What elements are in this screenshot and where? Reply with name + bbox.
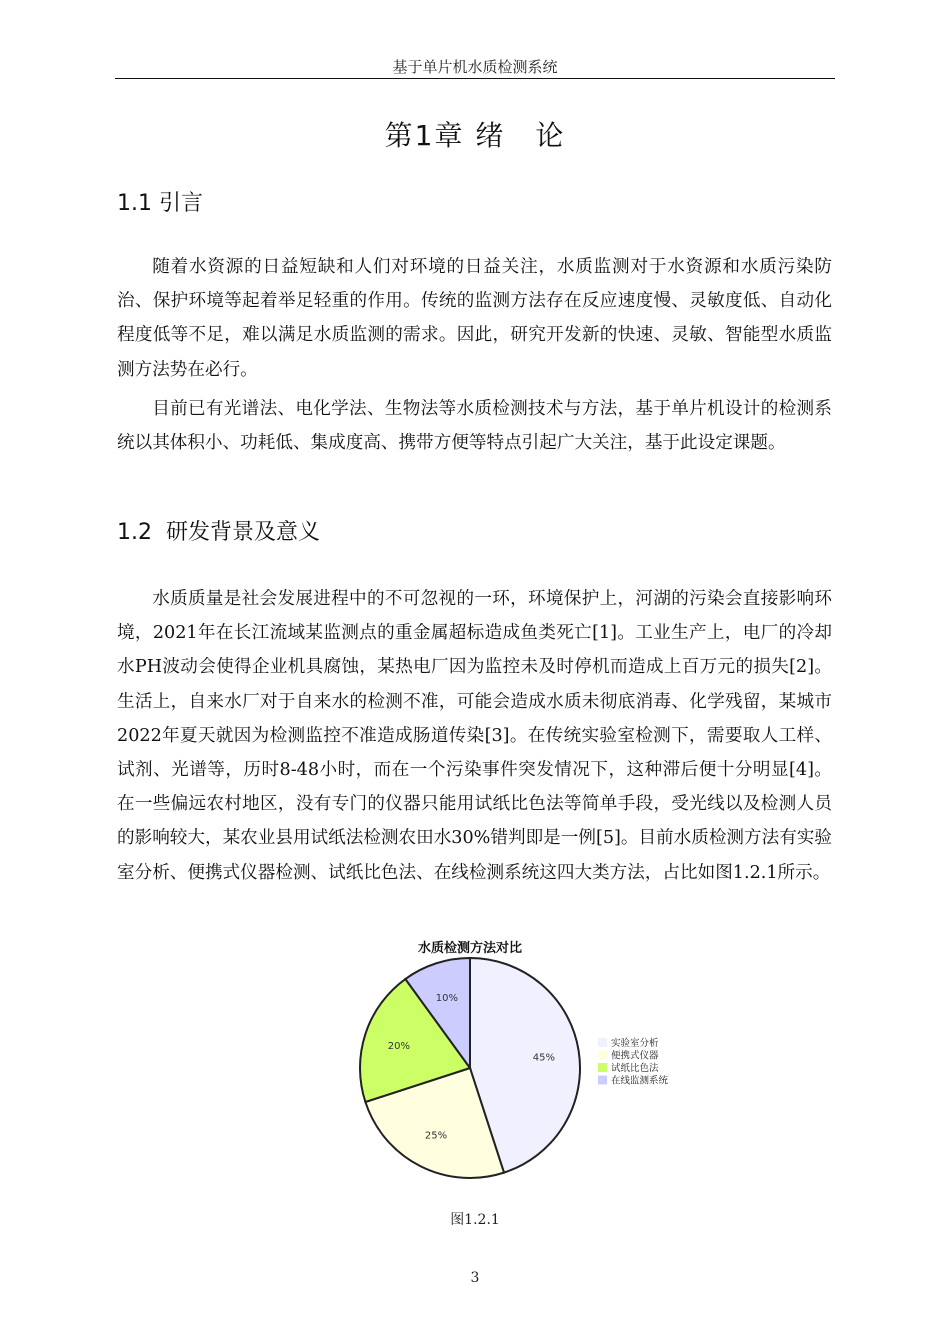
chart-title: 水质检测方法对比 [417, 941, 523, 956]
pie-slice-label: 45% [532, 1052, 555, 1064]
running-header: 基于单片机水质检测系统 [392, 58, 558, 76]
paragraph: 水质质量是社会发展进程中的不可忽视的一环，环境保护上，河湖的污染会直接影响环境，2021年在长江流域某监测点的重金属超标造成鱼类死亡[1]。工业生产上，电厂的冷却水PH波动会使得企业机具腐蚀，某热电厂因为监控未及时停机而造成上百万元的损失[2]。生活上，自来水厂对于自来水的检测不准，可能会造成水质未彻底消毒、化学残留，某城市2022年夏天就因为检测监控不准造成肠道传染[3]。在传统实验室检测下，需要取人工样、试剂、光谱等，历时8-48小时，而在一个污染事件突发情况下，这种滞后便十分明显[4]。在一些偏远农村地区，没有专门的仪器只能用试纸比色法等简单手段，受光线以及检测人员的影响较大，某农业县用试纸法检测农田水30%错判即是一例[5]。目前水质检测方法有实验室分析、便携式仪器检测、试纸比色法、在线检测系统这四大类方法，占比如图1.2.1所示。 [117, 589, 832, 883]
pie-slice-label: 25% [424, 1130, 448, 1142]
section-heading-1-2: 1.2 研发背景及意义 [117, 520, 320, 545]
paragraph: 随着水资源的日益短缺和人们对环境的日益关注，水质监测对于水资源和水质污染防治、保护环境等起着举足轻重的作用。传统的监测方法存在反应速度慢、灵敏度低、自动化程度低等不足，难以满足水质监测的需求。因此，研究开发新的快速、灵敏、智能型水质监测方法势在必行。 [117, 257, 832, 380]
legend-entry: 在线监测系统 [611, 1075, 669, 1087]
legend-entry: 试纸比色法 [611, 1063, 659, 1074]
pie-slice-label: 20% [387, 1040, 410, 1052]
figure-caption: 图1.2.1 [450, 1212, 500, 1228]
pie-slice-label: 10% [435, 992, 459, 1004]
legend-swatch [598, 1051, 607, 1060]
chapter-title: 第1章 绪 论 [384, 119, 566, 152]
legend-entry: 便携式仪器 [611, 1050, 659, 1062]
legend-swatch [598, 1063, 607, 1072]
header-rule [115, 78, 835, 79]
page-number: 3 [470, 1270, 480, 1286]
section-heading-1-1: 1.1 引言 [117, 191, 203, 216]
pie-chart-svg [340, 930, 700, 1200]
legend-swatch [598, 1076, 607, 1085]
legend-swatch [598, 1038, 607, 1047]
pie-chart [340, 930, 700, 1200]
legend-entry: 实验室分析 [611, 1038, 659, 1049]
paragraph: 目前已有光谱法、电化学法、生物法等水质检测技术与方法，基于单片机设计的检测系统以其体积小、功耗低、集成度高、携带方便等特点引起广大关注，基于此设定课题。 [117, 399, 832, 454]
